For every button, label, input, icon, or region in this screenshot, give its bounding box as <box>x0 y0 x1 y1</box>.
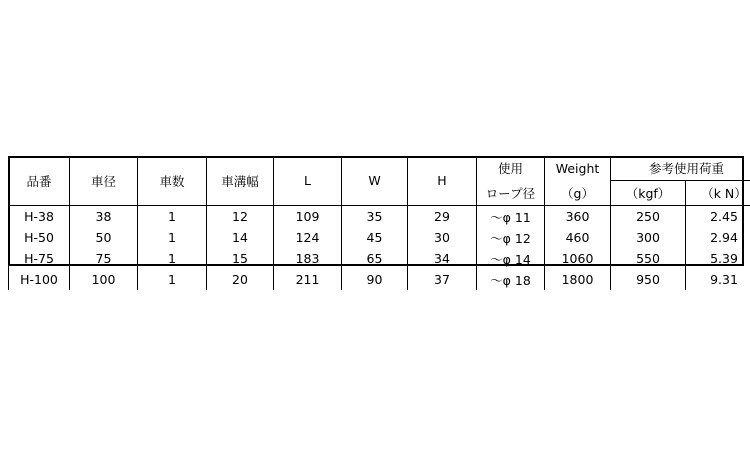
cell-weight: 1800 <box>545 269 611 290</box>
cell-load-kn: 5.39 <box>686 248 750 269</box>
table-row <box>9 269 750 290</box>
cell-part-no: H-50 <box>9 227 70 248</box>
cell-groove-width: 14 <box>207 227 274 248</box>
cell-groove-width: 15 <box>207 248 274 269</box>
cell-load-kgf: 300 <box>611 227 686 248</box>
cell-width: 90 <box>342 269 408 290</box>
cell-weight: 1060 <box>545 248 611 269</box>
cell-part-no: H-100 <box>9 269 70 290</box>
cell-wheel-diameter: 38 <box>70 206 138 228</box>
cell-weight: 360 <box>545 206 611 228</box>
cell-wheel-diameter: 100 <box>70 269 138 290</box>
cell-load-kgf: 550 <box>611 248 686 269</box>
cell-load-kn: 2.94 <box>686 227 750 248</box>
cell-load-kn: 2.45 <box>686 206 750 228</box>
cell-width: 45 <box>342 227 408 248</box>
header-wheel-diameter: 車径 <box>70 156 138 206</box>
header-weight-bottom: （g） <box>545 181 611 206</box>
cell-length: 109 <box>274 206 342 228</box>
header-height: H <box>408 156 477 206</box>
spec-table <box>8 156 750 290</box>
cell-rope-diameter: ～φ 14 <box>477 248 545 269</box>
cell-wheel-count: 1 <box>138 248 207 269</box>
header-weight-top: Weight <box>545 156 611 181</box>
cell-weight: 460 <box>545 227 611 248</box>
cell-groove-width: 20 <box>207 269 274 290</box>
cell-height: 37 <box>408 269 477 290</box>
cell-height: 29 <box>408 206 477 228</box>
cell-length: 124 <box>274 227 342 248</box>
cell-height: 30 <box>408 227 477 248</box>
table-row <box>9 206 750 228</box>
cell-wheel-count: 1 <box>138 269 207 290</box>
header-wheel-count: 車数 <box>138 156 207 206</box>
cell-wheel-count: 1 <box>138 227 207 248</box>
cell-part-no: H-75 <box>9 248 70 269</box>
header-load-kgf: （kgf） <box>611 181 686 206</box>
cell-rope-diameter: ～φ 11 <box>477 206 545 228</box>
cell-rope-diameter: ～φ 18 <box>477 269 545 290</box>
header-row-top <box>9 156 750 181</box>
header-length: L <box>274 156 342 206</box>
cell-wheel-count: 1 <box>138 206 207 228</box>
cell-load-kgf: 950 <box>611 269 686 290</box>
cell-width: 65 <box>342 248 408 269</box>
cell-part-no: H-38 <box>9 206 70 228</box>
header-load-top: 参考使用荷重 <box>611 156 750 181</box>
cell-wheel-diameter: 75 <box>70 248 138 269</box>
header-groove-width: 車溝幅 <box>207 156 274 206</box>
header-width: W <box>342 156 408 206</box>
cell-width: 35 <box>342 206 408 228</box>
cell-load-kgf: 250 <box>611 206 686 228</box>
table-row <box>9 248 750 269</box>
header-load-kn: （k N） <box>686 181 750 206</box>
header-part-no: 品番 <box>9 156 70 206</box>
header-rope-bottom: ロープ径 <box>477 181 545 206</box>
cell-height: 34 <box>408 248 477 269</box>
cell-load-kn: 9.31 <box>686 269 750 290</box>
cell-wheel-diameter: 50 <box>70 227 138 248</box>
cell-length: 183 <box>274 248 342 269</box>
cell-rope-diameter: ～φ 12 <box>477 227 545 248</box>
header-rope-top: 使用 <box>477 156 545 181</box>
cell-length: 211 <box>274 269 342 290</box>
cell-groove-width: 12 <box>207 206 274 228</box>
table-row <box>9 227 750 248</box>
